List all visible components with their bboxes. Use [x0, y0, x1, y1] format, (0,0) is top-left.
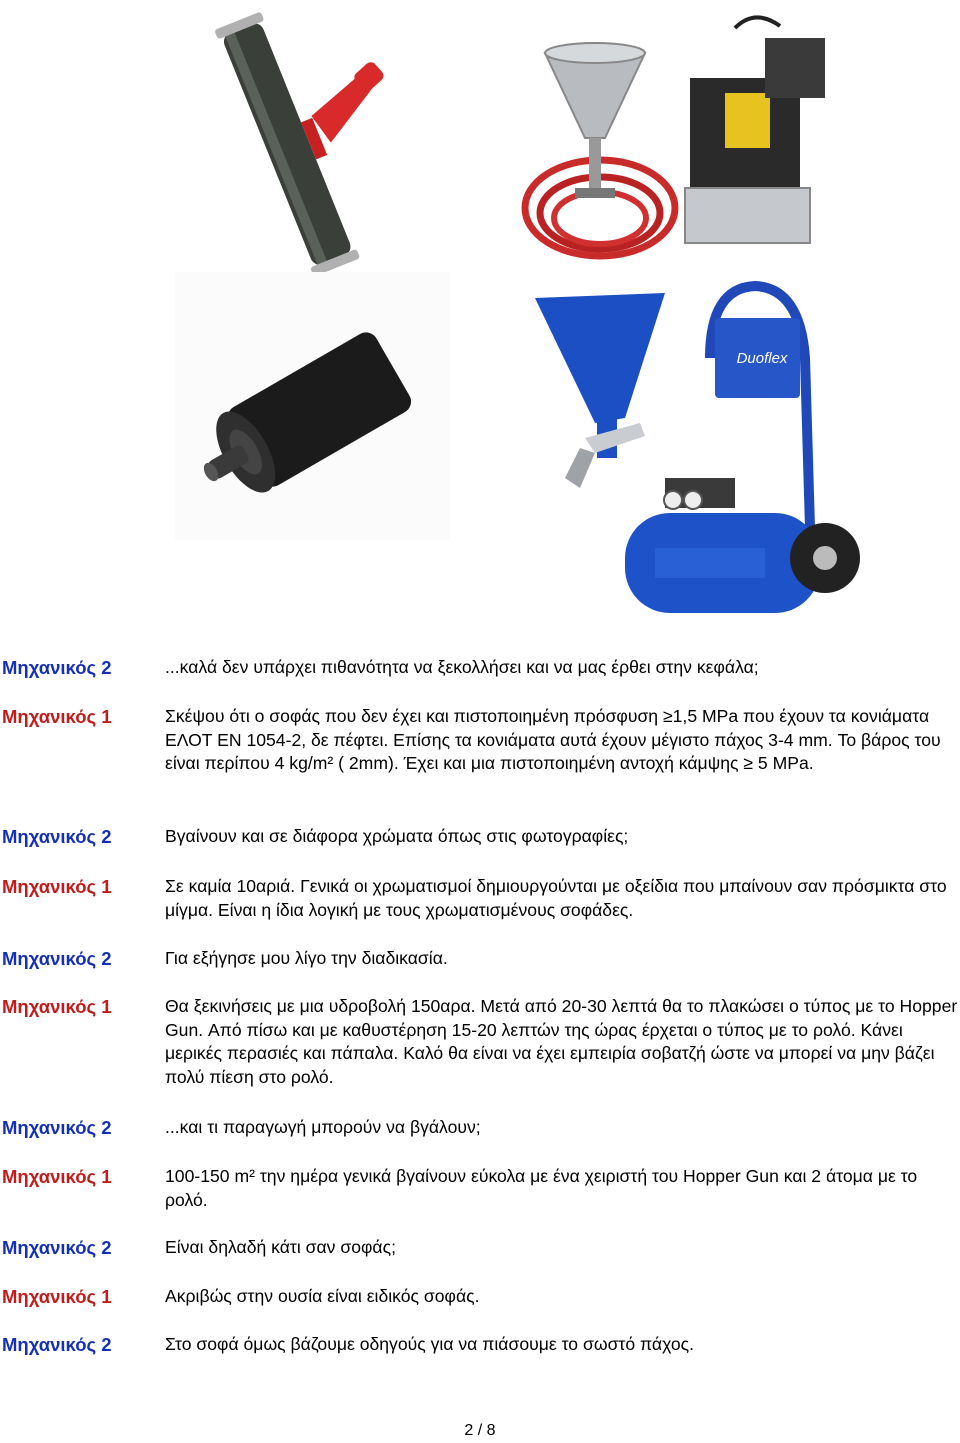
dialog-text: Ακριβώς στην ουσία είναι ειδικός σοφάς.: [165, 1286, 480, 1306]
dialog-text: ...και τι παραγωγή μπορούν να βγάλουν;: [165, 1117, 481, 1137]
speaker-label: Μηχανικός 2: [2, 1237, 112, 1258]
duoflex-sprayer-photo: [525, 278, 860, 633]
speaker-label: Μηχανικός 1: [2, 876, 112, 897]
speaker-label: Μηχανικός 1: [2, 996, 112, 1017]
hopper-gun-compressor-photo: [505, 8, 840, 278]
dialog-text: ...καλά δεν υπάρχει πιθανότητα να ξεκολλήσει και να μας έρθει στην κεφάλα;: [165, 657, 759, 677]
speaker-label: Μηχανικός 1: [2, 1166, 112, 1187]
dialog-text: Είναι δηλαδή κάτι σαν σοφάς;: [165, 1237, 396, 1257]
speaker-label: Μηχανικός 1: [2, 706, 112, 727]
dialog-text: Σκέψου ότι ο σοφάς που δεν έχει και πιστοποιημένη πρόσφυση ≥1,5 MPa που έχουν τα κονιάματα ΕΛΟΤ ΕΝ 1054-2, δε πέφτει. Επίσης τα κονιάματα αυτά έχουν μέγιστο πάχος 3-4 mm. Το βάρος του είναι περίπου 4 kg/m² ( 2mm). Έχει και μια πιστοποιημένη αντοχή κάμψης ≥ 5 MPa.: [165, 706, 941, 774]
brush-roller-photo: [175, 272, 450, 540]
dialog-text: Στο σοφά όμως βάζουμε οδηγούς για να πιάσουμε το σωστό πάχος.: [165, 1334, 695, 1354]
speaker-label: Μηχανικός 2: [2, 948, 112, 969]
dialog-text: Για εξήγησε μου λίγο την διαδικασία.: [165, 948, 448, 968]
speaker-label: Μηχανικός 2: [2, 657, 112, 678]
dialog-text: Σε καμία 10αριά. Γενικά οι χρωματισμοί δημιουργούνται με οξείδια που μπαίνουν σαν πρόσμικτα στο μίγμα. Είναι η ίδια λογική με τους χρωματισμένους σοφάδες.: [165, 876, 947, 920]
speaker-label: Μηχανικός 1: [2, 1286, 112, 1307]
dialog-text: 100-150 m² την ημέρα γενικά βγαίνουν εύκολα με ένα χειριστή του Hopper Gun και 2 άτομα με το ρολό.: [165, 1166, 918, 1210]
dialog-text: Βγαίνουν και σε διάφορα χρώματα όπως στις φωτογραφίες;: [165, 826, 629, 846]
hand-roller-photo: [170, 8, 410, 278]
dialog-text: Θα ξεκινήσεις με μια υδροβολή 150αρα. Μετά από 20-30 λεπτά θα το πλακώσει ο τύπος με το Hopper Gun. Από πίσω και με καθυστέρηση 15-20 λεπτών της ώρας έρχεται ο τύπος με το ρολό. Κάνει μερικές περασιές και πάπαλα. Καλό θα είναι να έχει εμπειρία σοβατζή ώστε να μπορεί να μην βάζει πολύ πίεση στο ρολό.: [165, 996, 958, 1087]
speaker-label: Μηχανικός 2: [2, 1117, 112, 1138]
duoflex-brand-label: Duoflex: [736, 350, 788, 367]
speaker-label: Μηχανικός 2: [2, 1334, 112, 1355]
speaker-label: Μηχανικός 2: [2, 826, 112, 847]
page-number: 2 / 8: [464, 1422, 496, 1439]
